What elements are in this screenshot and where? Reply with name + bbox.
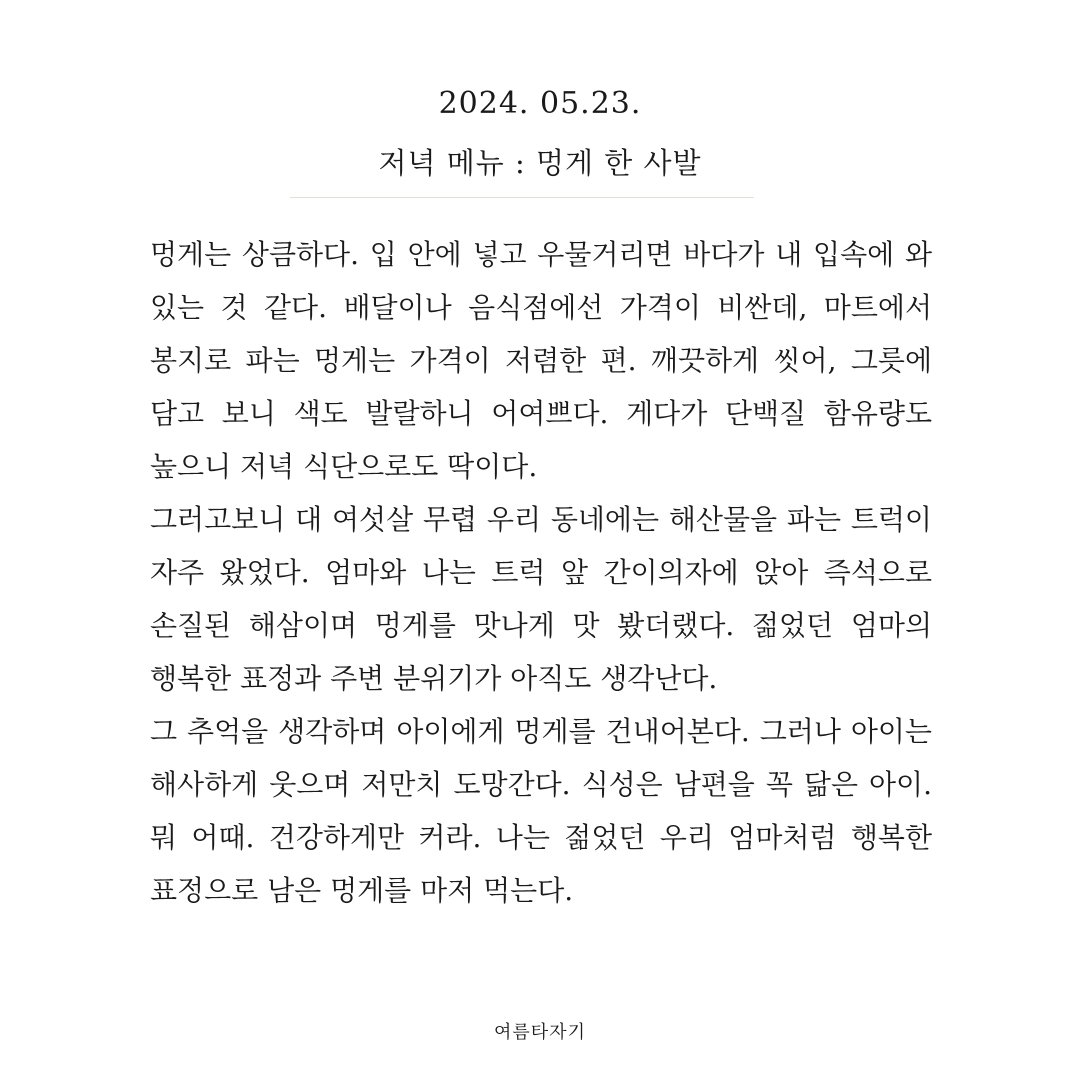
entry-title: 저녁 메뉴 : 멍게 한 사발 (378, 146, 702, 180)
paragraph-1: 멍게는 상큼하다. 입 안에 넣고 우물거리면 바다가 내 입속에 와 있는 것 같다. 배달이나 음식점에선 가격이 비싼데, 마트에서 봉지로 파는 멍게는 가격이 저렴한 편. 깨끗하게 씻어, 그릇에 담고 보니 색도 발랄하니 어여쁘다. 게다가 단백질 함유량도 높으니 저녁 식단으로도 딱이다. (150, 238, 932, 483)
title-divider (290, 197, 754, 198)
paragraph-3: 그 추억을 생각하며 아이에게 멍게를 건내어본다. 그러나 아이는 해사하게 웃으며 저만치 도망간다. 식성은 남편을 꼭 닮은 아이. 뭐 어때. 건강하게만 커라. 나는 젊었던 우리 엄마처럼 행복한 표정으로 남은 멍게를 마저 먹는다. (150, 715, 932, 907)
author-signature: 여름타자기 (494, 1022, 586, 1043)
paragraph-2: 그러고보니 대 여섯살 무렵 우리 동네에는 해산물을 파는 트럭이 자주 왔었다. 엄마와 나는 트럭 앞 간이의자에 앉아 즉석으로 손질된 해삼이며 멍게를 맛나게 맛 봤더랬다. 젊었던 엄마의 행복한 표정과 주변 분위기가 아직도 생각난다. (150, 503, 932, 695)
entry-body (150, 228, 932, 917)
entry-date: 2024. 05.23. (438, 86, 642, 121)
